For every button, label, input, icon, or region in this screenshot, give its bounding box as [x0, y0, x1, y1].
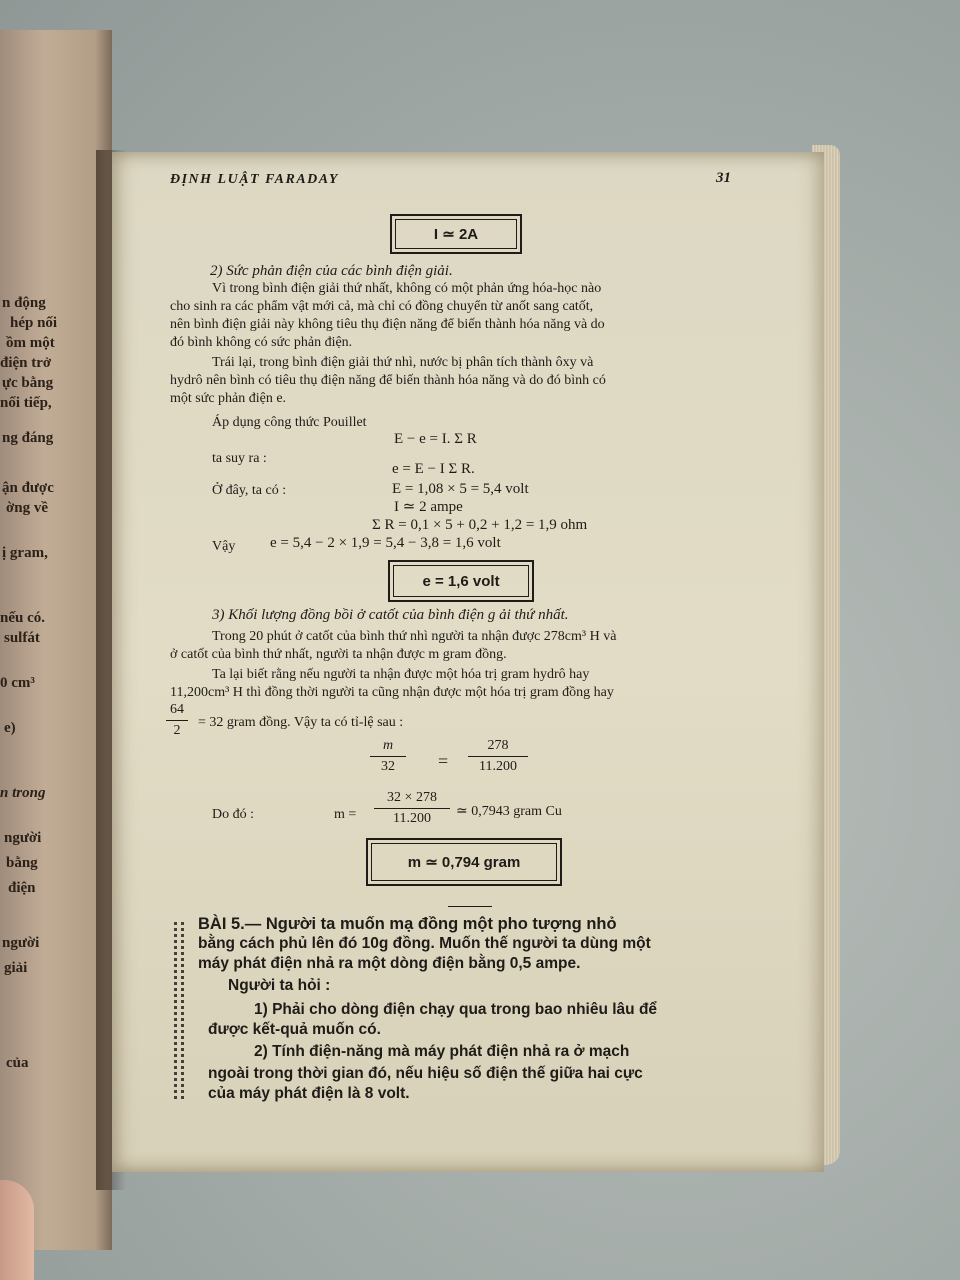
left-fragment: ờng về — [6, 500, 49, 516]
running-title: ĐỊNH LUẬT FARADAY — [170, 172, 339, 187]
left-fragment: e) — [4, 720, 16, 736]
boxed-result-mass: m ≃ 0,794 gram — [366, 838, 562, 886]
text-line: Trong 20 phút ở catốt của bình thứ nhì người ta nhận được 278cm³ H và — [212, 629, 617, 644]
page-number: 31 — [716, 170, 731, 186]
equation: E − e = I. Σ R — [394, 431, 477, 447]
left-fragment: giải — [4, 960, 28, 976]
exercise-line: 1) Phải cho dòng điện chạy qua trong bao nhiêu lâu để — [254, 1001, 658, 1018]
equation: m = — [334, 807, 357, 822]
equation: e = E − I Σ R. — [392, 461, 475, 477]
text-line: đó bình không có sức phản điện. — [170, 335, 353, 350]
text-line: Vì trong bình điện giải thứ nhất, không có một phản ứng hóa-học nào — [212, 281, 602, 296]
book-page — [112, 152, 824, 1172]
ratio-left: $\frac{m}{32}$ — [370, 738, 406, 775]
left-fragment: n trong — [0, 785, 46, 801]
equation: Σ R = 0,1 × 5 + 0,2 + 1,2 = 1,9 ohm — [372, 517, 588, 533]
text-line: ta suy ra : — [212, 451, 267, 466]
text-line: 11,200cm³ H thì đồng thời người ta cũng nhận được một hóa trị gram đồng hay — [170, 685, 614, 700]
text-line: Trái lại, trong bình điện giải thứ nhì, nước bị phân tích thành ôxy và — [212, 355, 594, 370]
exercise-line: ngoài trong thời gian đó, nếu hiệu số điện thế giữa hai cực — [208, 1065, 643, 1082]
exercise-line: 2) Tính điện-năng mà máy phát điện nhả ra ở mạch — [254, 1043, 630, 1060]
exercise-line: của máy phát điện là 8 volt. — [208, 1085, 410, 1102]
separator-line — [448, 906, 492, 907]
text-line: Áp dụng công thức Pouillet — [212, 415, 367, 430]
left-fragment: điện trở — [0, 355, 52, 371]
text-line: Vậy — [212, 539, 236, 554]
exercise-line: Người ta hỏi : — [228, 977, 331, 994]
left-fragment: ị gram, — [2, 545, 48, 561]
fraction-64-2: $\frac{64}{2}$ — [166, 702, 188, 739]
boxed-result-emf: e = 1,6 volt — [388, 560, 534, 602]
text-line: ở catốt của bình thứ nhất, người ta nhận được m gram đồng. — [170, 647, 507, 662]
left-fragment: hép nối — [10, 315, 58, 331]
thumb — [0, 1180, 34, 1280]
text-line: = 32 gram đồng. Vậy ta có tỉ-lệ sau : — [198, 715, 404, 730]
boxed-result-current: I ≃ 2A — [390, 214, 522, 254]
text-line: Ta lại biết rằng nếu người ta nhận được một hóa trị gram hydrô hay — [212, 667, 590, 682]
text-line: hydrô nên bình có tiêu thụ điện năng để biến thành hóa năng và do đó bình có — [170, 373, 606, 388]
section3-heading: 3) Khối lượng đồng bồi ở catốt của bình điện g ải thứ nhất. — [212, 607, 569, 623]
exercise-line: BÀI 5.— Người ta muốn mạ đồng một pho tượng nhỏ — [198, 915, 617, 933]
ratio-right: $\frac{278}{11.200}$ — [468, 738, 528, 775]
text-line: Ở đây, ta có : — [212, 483, 287, 498]
left-fragment: điện — [8, 880, 36, 896]
left-fragment: sulfát — [4, 630, 40, 646]
calc-fraction: $\frac{32 \times 278}{11.200}$ — [374, 790, 450, 827]
left-fragment: 0 cm³ — [0, 675, 35, 691]
exercise-line: máy phát điện nhả ra một dòng điện bằng 0,5 ampe. — [198, 955, 581, 972]
text-line: nên bình điện giải này không tiêu thụ điện năng để biến thành hóa năng và do — [170, 317, 605, 332]
text-line: Do đó : — [212, 807, 254, 822]
left-fragment: của — [6, 1055, 29, 1071]
left-fragment: ực bằng — [2, 375, 54, 391]
left-fragment: nếu có. — [0, 610, 45, 626]
left-fragment: người — [4, 830, 42, 846]
wavy-margin-ornament — [174, 922, 184, 1102]
section2-heading: 2) Sức phản điện của các bình điện giải. — [210, 263, 453, 279]
equation: ≃ 0,7943 gram Cu — [456, 804, 562, 819]
exercise-line: được kết-quả muốn có. — [208, 1021, 381, 1038]
left-fragment: ồm một — [6, 335, 55, 351]
left-fragment: ng đáng — [2, 430, 54, 446]
left-fragment: bằng — [6, 855, 38, 871]
exercise-line: bằng cách phủ lên đó 10g đồng. Muốn thế người ta dùng một — [198, 935, 651, 952]
left-fragment: nối tiếp, — [0, 395, 52, 411]
equation: E = 1,08 × 5 = 5,4 volt — [392, 481, 529, 497]
ratio-equals: = — [438, 751, 449, 771]
left-fragment: người — [2, 935, 40, 951]
left-fragment: ận được — [2, 480, 54, 496]
equation: e = 5,4 − 2 × 1,9 = 5,4 − 3,8 = 1,6 volt — [270, 535, 501, 551]
equation: I ≃ 2 ampe — [394, 499, 463, 515]
left-fragment: n động — [2, 295, 46, 311]
text-line: một sức phản điện e. — [170, 391, 287, 406]
text-line: cho sinh ra các phẩm vật mới cả, mà chỉ có đồng chuyển từ anốt sang catốt, — [170, 299, 594, 314]
